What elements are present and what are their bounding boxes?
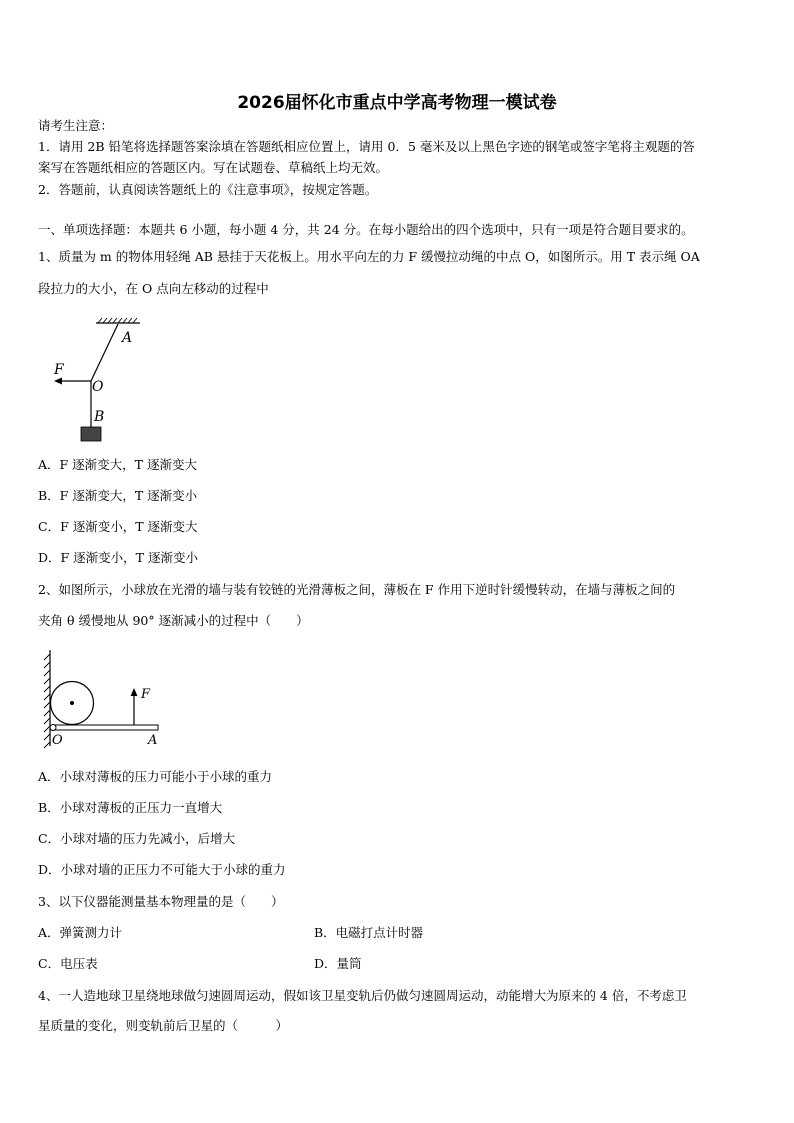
label-a: A	[148, 733, 158, 748]
rope-oa	[91, 324, 118, 381]
label-o: O	[92, 379, 104, 395]
q3-option-c: C．电压表	[38, 956, 98, 971]
q2-option-d: D．小球对墙的正压力不可能大于小球的重力	[38, 862, 286, 877]
notice-line-1a: 1．请用 2B 铅笔将选择题答案涂填在答题纸相应位置上，请用 0．5 毫米及以上黑色字迹的钢笔或签字笔将主观题的答	[38, 139, 695, 154]
q1-option-a: A．F 逐渐变大，T 逐渐变大	[38, 457, 197, 472]
q2-diagram	[38, 648, 168, 750]
section-heading: 一、单项选择题：本题共 6 小题，每小题 4 分，共 24 分。在每小题给出的四个选项中，只有一项是符合题目要求的。	[38, 222, 694, 237]
hinge	[50, 725, 56, 731]
q1-diagram	[48, 315, 148, 445]
force-f-arrowhead	[131, 688, 138, 696]
notice-line-2: 2．答题前，认真阅读答题纸上的《注意事项》，按规定答题。	[38, 182, 378, 197]
q1-option-b: B．F 逐渐变大，T 逐渐变小	[38, 488, 198, 503]
q2-stem-a: 2、如图所示，小球放在光滑的墙与装有铰链的光滑薄板之间，薄板在 F 作用下逆时针缓慢转动，在墙与薄板之间的	[38, 582, 676, 597]
label-b: B	[94, 409, 105, 425]
q1-option-d: D．F 逐渐变小，T 逐渐变小	[38, 550, 198, 565]
label-o: O	[52, 733, 63, 748]
wall-hatch	[44, 654, 50, 748]
notice-line-1b: 案写在答题纸相应的答题区内。写在试题卷、草稿纸上均无效。	[38, 160, 389, 175]
thin-board	[52, 725, 158, 730]
page-title: 2026届怀化市重点中学高考物理一模试卷	[237, 93, 557, 113]
q1-figure	[48, 315, 148, 445]
q4-stem-b: 星质量的变化，则变轨前后卫星的（ ）	[38, 1018, 289, 1033]
q3-option-b: B．电磁打点计时器	[314, 925, 424, 940]
q1-stem-b: 段拉力的大小，在 O 点向左移动的过程中	[38, 281, 269, 296]
label-f: F	[141, 687, 151, 702]
notice-heading: 请考生注意：	[38, 118, 114, 133]
label-a: A	[122, 330, 133, 346]
q2-option-b: B．小球对薄板的正压力一直增大	[38, 800, 223, 815]
force-f-arrowhead	[54, 378, 62, 385]
q3-option-d: D．量筒	[314, 956, 362, 971]
q2-figure	[38, 648, 168, 750]
q2-stem-b: 夹角 θ 缓慢地从 90° 逐渐减小的过程中（ ）	[38, 613, 309, 628]
q3-option-a: A．弹簧测力计	[38, 925, 123, 940]
q1-option-c: C．F 逐渐变小，T 逐渐变大	[38, 519, 198, 534]
q2-option-a: A．小球对薄板的压力可能小于小球的重力	[38, 769, 273, 784]
mass-block	[81, 427, 101, 441]
q3-stem: 3、以下仪器能测量基本物理量的是（ ）	[38, 894, 284, 909]
q2-option-c: C．小球对墙的压力先减小，后增大	[38, 831, 236, 846]
label-f: F	[54, 362, 64, 378]
q4-stem-a: 4、一人造地球卫星绕地球做匀速圆周运动，假如该卫星变轨后仍做匀速圆周运动，动能增大为原来的 4 倍，不考虑卫	[38, 988, 687, 1003]
ceiling-hatch	[98, 318, 137, 323]
q1-stem-a: 1、质量为 m 的物体用轻绳 AB 悬挂于天花板上。用水平向左的力 F 缓慢拉动绳的中点 O，如图所示。用 T 表示绳 OA	[38, 249, 700, 264]
ball-center	[70, 701, 74, 705]
